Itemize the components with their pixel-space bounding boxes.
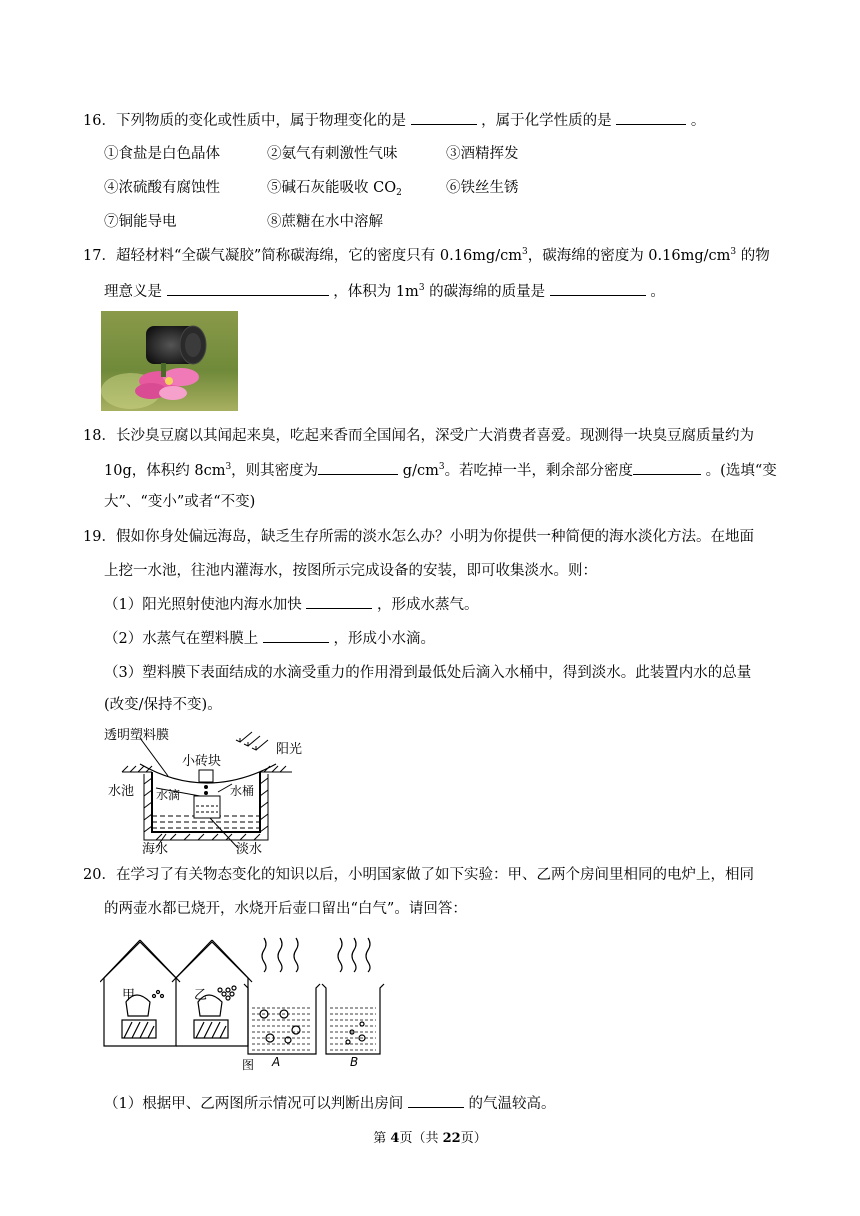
q18-line-2 (104, 460, 777, 481)
label-fresh-water: 淡水 (236, 842, 263, 857)
q17-number: 17． (83, 248, 116, 264)
q17-text-2: ，碳海绵的密度为 0.16mg/cm (527, 248, 731, 264)
q18-text-3: ，则其密度为 (231, 463, 319, 479)
q18-blank-density[interactable] (318, 460, 398, 475)
q17-text-5: ，体积为 1m (328, 284, 419, 300)
label-seawater: 海水 (142, 842, 169, 857)
q16-option-7: ⑦铜能导电 (104, 214, 177, 230)
q16-text-2: ，属于化学性质的是 (476, 113, 617, 129)
q18-text-4: g/cm (398, 463, 439, 479)
label-beaker-b: B (350, 1055, 359, 1069)
q20-line-1 (83, 865, 754, 885)
q18-text-7: 大”、“变小”或者“不变) (104, 494, 256, 510)
q19-part-3-cont (104, 695, 222, 715)
q18-text-1: 长沙臭豆腐以其闻起来臭，吃起来香而全国闻名，深受广大消费者喜爱。现测得一块臭豆腐质量约为 (115, 428, 754, 444)
page-number: 4 (390, 1131, 400, 1146)
q17-sup-2: 3 (730, 247, 737, 257)
q17-text-1: 超轻材料“全碳气凝胶”简称碳海绵，它的密度只有 0.16mg/cm (115, 248, 522, 264)
footer-text-2: 页（共 (399, 1131, 443, 1146)
footer-text-3: 页） (460, 1131, 487, 1146)
total-pages: 22 (442, 1131, 461, 1146)
carbon-sponge-photo (101, 311, 238, 411)
q16-option-4: ④浓硫酸有腐蚀性 (104, 180, 220, 196)
q16-option-6: ⑥铁丝生锈 (446, 180, 519, 196)
footer-text-1: 第 (373, 1131, 391, 1146)
page-footer (0, 1127, 860, 1146)
q20-part-1-text: （1）根据甲、乙两图所示情况可以判断出房间 (104, 1096, 408, 1112)
q16-blank-chemical[interactable] (616, 110, 686, 125)
q18-text-5: 。若吃掉一半，剩余部分密度 (444, 463, 634, 479)
q19-part-3-text-2: (改变/保持不变)。 (104, 697, 222, 713)
q17-sup-3: 3 (418, 283, 425, 293)
label-bucket: 水桶 (230, 784, 255, 798)
q20-number: 20． (83, 867, 116, 883)
q16-option-8: ⑧蔗糖在水中溶解 (267, 214, 383, 230)
q20-blank-room[interactable] (408, 1093, 464, 1108)
q17-text-3: 的物 (736, 248, 770, 264)
q19-part-1 (104, 594, 478, 615)
q20-part-1 (104, 1093, 555, 1114)
q16-option-5-text: ⑤碱石灰能吸收 CO (267, 180, 397, 196)
q17-line-2 (104, 281, 665, 302)
q19-number: 19． (83, 529, 116, 545)
q20-part-1-text-2: 的气温较高。 (463, 1096, 556, 1112)
q16-option-5 (267, 178, 402, 198)
q19-part-2 (104, 628, 435, 649)
q16-option-3: ③酒精挥发 (446, 146, 519, 162)
q19-blank-2[interactable] (263, 628, 329, 643)
label-room-a: 甲 (122, 988, 136, 1003)
q16-option-2: ②氨气有刺激性气味 (267, 146, 398, 162)
q20-line-2 (104, 899, 467, 919)
q19-text-2: 上挖一水池，往池内灌海水，按图所示完成设备的安装，即可收集淡水。则： (104, 563, 597, 579)
q16-text-3: 。 (686, 113, 706, 129)
q19-blank-1[interactable] (306, 594, 372, 609)
label-room-b: 乙 (194, 988, 208, 1003)
carbon-sponge-cylinder (146, 326, 206, 364)
q17-blank-meaning[interactable] (167, 281, 329, 296)
q18-number: 18． (83, 428, 116, 444)
q20-text-1: 在学习了有关物态变化的知识以后，小明国家做了如下实验：甲、乙两个房间里相同的电炉上，相同 (115, 867, 754, 883)
q19-part-1-text-2: ，形成水蒸气。 (372, 597, 479, 613)
q19-part-3 (104, 663, 751, 683)
q18-line-1 (83, 426, 754, 446)
label-pool: 水池 (108, 784, 135, 799)
q19-part-2-text-2: ，形成小水滴。 (328, 631, 435, 647)
q19-text-1: 假如你身处偏远海岛，缺乏生存所需的淡水怎么办？小明为你提供一种简便的海水淡化方法。在地面 (115, 529, 754, 545)
q18-text-6: 。(选填“变 (701, 463, 777, 479)
q17-text-4: 理意义是 (104, 284, 167, 300)
q16-number: 16． (83, 113, 116, 129)
rooms-beakers-diagram (100, 934, 390, 1074)
q18-line-3 (104, 492, 255, 512)
label-beaker-a: A (272, 1055, 281, 1069)
q16-option-5-sub: 2 (396, 188, 402, 198)
q16-line (83, 110, 705, 131)
q17-blank-mass[interactable] (550, 281, 646, 296)
q17-text-6: 的碳海绵的质量是 (424, 284, 550, 300)
label-transparent-film: 透明塑料膜 (104, 728, 170, 743)
q18-sup-2: 3 (438, 462, 445, 472)
q19-part-1-text: （1）阳光照射使池内海水加快 (104, 597, 307, 613)
q18-text-2: 10g，体积约 8cm (104, 463, 226, 479)
label-figure: 图 (242, 1058, 255, 1072)
label-brick: 小砖块 (182, 754, 222, 769)
q19-part-2-text: （2）水蒸气在塑料膜上 (104, 631, 263, 647)
q17-line-1 (83, 246, 770, 266)
q16-text: 下列物质的变化或性质中，属于物理变化的是 (115, 113, 411, 129)
q16-option-1: ①食盐是白色晶体 (104, 146, 220, 162)
q19-line-1 (83, 527, 754, 547)
q17-sup-1: 3 (521, 247, 528, 257)
q20-text-2: 的两壶水都已烧开，水烧开后壶口留出“白气”。请回答： (104, 901, 467, 917)
q17-text-7: 。 (645, 284, 665, 300)
label-sunlight: 阳光 (276, 742, 303, 757)
q16-blank-physical[interactable] (411, 110, 477, 125)
q18-sup-1: 3 (225, 462, 232, 472)
q18-blank-remaining[interactable] (633, 460, 701, 475)
label-water-drop: 水滴 (156, 788, 181, 802)
q19-part-3-text: （3）塑料膜下表面结成的水滴受重力的作用滑到最低处后滴入水桶中，得到淡水。此装置内水的总量 (104, 665, 752, 681)
solar-still-diagram (100, 724, 310, 858)
q19-line-2 (104, 561, 597, 581)
